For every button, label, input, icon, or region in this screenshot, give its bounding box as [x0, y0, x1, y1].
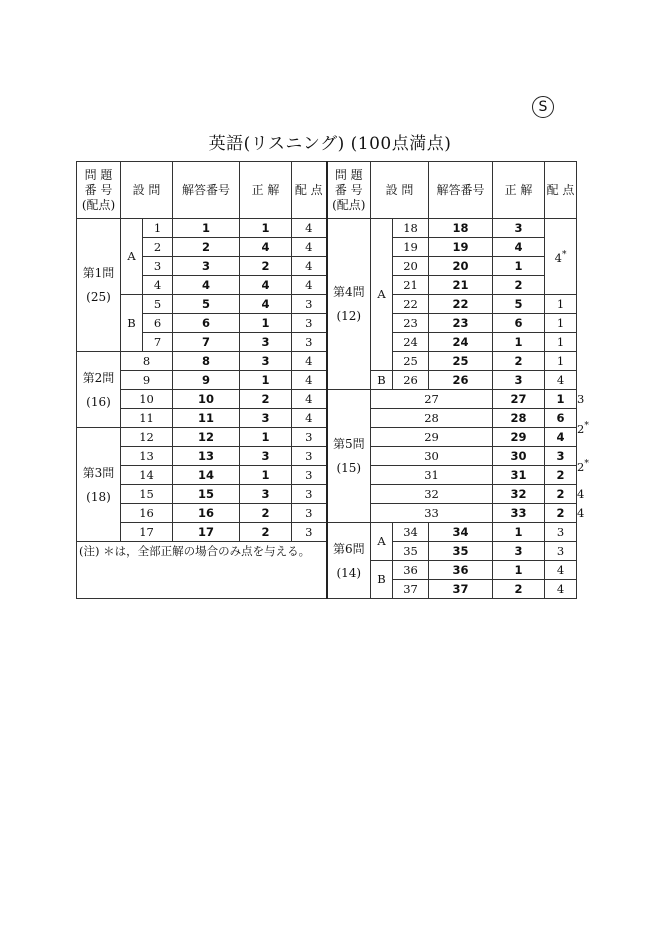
question-number: 8	[121, 352, 173, 371]
answer-number: 19	[429, 238, 493, 257]
answer-number: 24	[429, 333, 493, 352]
answer-number: 34	[429, 523, 493, 542]
question-number: 5	[143, 295, 173, 314]
correct-answer: 4	[493, 238, 545, 257]
question-number: 13	[121, 447, 173, 466]
question-number: 32	[371, 485, 493, 504]
answer-number: 30	[493, 447, 545, 466]
answer-number: 37	[429, 580, 493, 599]
answer-number: 35	[429, 542, 493, 561]
section-label: A	[371, 523, 393, 561]
question-number: 28	[371, 409, 493, 428]
correct-answer: 4	[545, 428, 577, 447]
section-label: B	[121, 295, 143, 352]
question-number: 15	[121, 485, 173, 504]
table-row: 15 15 3 3 32 32 2 4	[77, 485, 577, 504]
question-number: 17	[121, 523, 173, 542]
question-group-score: (25)	[86, 290, 111, 304]
question-number: 20	[393, 257, 429, 276]
header-points: 配 点	[545, 162, 577, 219]
points-value: 1	[545, 352, 577, 371]
correct-answer: 3	[240, 352, 292, 371]
question-number: 29	[371, 428, 493, 447]
question-number: 23	[393, 314, 429, 333]
question-number: 19	[393, 238, 429, 257]
answer-table-body	[77, 162, 589, 599]
question-group-name: 第5問	[332, 437, 365, 451]
points-value: 1	[545, 295, 577, 314]
table-row	[77, 523, 577, 542]
correct-answer: 1	[240, 219, 292, 238]
correct-answer: 1	[240, 371, 292, 390]
question-number: 22	[393, 295, 429, 314]
question-group-name: 第1問	[82, 266, 115, 280]
points-value: 1	[545, 314, 577, 333]
question-number: 11	[121, 409, 173, 428]
question-number: 6	[143, 314, 173, 333]
question-number: 14	[121, 466, 173, 485]
correct-answer: 2	[493, 580, 545, 599]
answer-number: 27	[493, 390, 545, 409]
question-group-cell	[327, 523, 371, 599]
answer-number: 28	[493, 409, 545, 428]
points-value: 3	[292, 295, 327, 314]
points-value: 3	[292, 523, 327, 542]
correct-answer: 5	[493, 295, 545, 314]
header-group-line: 番 号	[334, 182, 363, 197]
header-correct: 正 解	[240, 162, 292, 219]
answer-number: 26	[429, 371, 493, 390]
header-setsumon: 設 問	[371, 162, 429, 219]
question-group-cell	[327, 390, 371, 523]
correct-answer: 2	[545, 466, 577, 485]
points-value: 4	[545, 561, 577, 580]
correct-answer: 2	[545, 485, 577, 504]
question-number: 3	[143, 257, 173, 276]
correct-answer: 2	[493, 276, 545, 295]
correct-answer: 6	[545, 409, 577, 428]
page-title: 英語(リスニング) (100点満点)	[208, 134, 452, 154]
points-value: 4	[292, 409, 327, 428]
section-label: A	[371, 219, 393, 371]
section-label: A	[121, 219, 143, 295]
answer-number: 25	[429, 352, 493, 371]
question-number: 7	[143, 333, 173, 352]
answer-number: 1	[173, 219, 240, 238]
answer-number: 23	[429, 314, 493, 333]
correct-answer: 3	[493, 542, 545, 561]
section-label: B	[371, 371, 393, 390]
answer-number: 9	[173, 371, 240, 390]
answer-number: 3	[173, 257, 240, 276]
points-value: 3	[545, 542, 577, 561]
correct-answer: 3	[240, 333, 292, 352]
correct-answer: 2	[493, 352, 545, 371]
question-group-score: (12)	[336, 309, 362, 323]
question-group-score: (18)	[86, 489, 111, 504]
footnote: (注) ＊は，全部正解の場合のみ点を与える。	[77, 542, 327, 599]
section-label: B	[371, 561, 393, 599]
answer-number: 36	[429, 561, 493, 580]
question-number: 1	[143, 219, 173, 238]
correct-answer: 1	[240, 428, 292, 447]
question-group-name: 第3問	[82, 465, 115, 480]
correct-answer: 3	[545, 447, 577, 466]
answer-number: 14	[173, 466, 240, 485]
header-group	[327, 162, 371, 219]
table-row	[77, 219, 577, 238]
header-answer-no: 解答番号	[429, 162, 493, 219]
correct-answer: 4	[240, 276, 292, 295]
answer-number: 6	[173, 314, 240, 333]
table-row: 16 16 2 3 33 33 2 4	[77, 504, 577, 523]
question-number: 2	[143, 238, 173, 257]
correct-answer: 2	[545, 504, 577, 523]
points-value: 4	[292, 238, 327, 257]
header-answer-no: 解答番号	[173, 162, 240, 219]
header-group-line: (配点)	[332, 197, 366, 212]
answer-number: 32	[493, 485, 545, 504]
question-group-score: (15)	[336, 461, 362, 475]
correct-answer: 1	[493, 257, 545, 276]
header-group-line: 問 題	[84, 167, 113, 182]
answer-number: 2	[173, 238, 240, 257]
correct-answer: 3	[493, 371, 545, 390]
answer-number: 11	[173, 409, 240, 428]
correct-answer: 1	[493, 523, 545, 542]
header-group-line: (配点)	[81, 197, 116, 212]
question-number: 25	[393, 352, 429, 371]
question-group-score: (14)	[336, 565, 362, 580]
question-number: 9	[121, 371, 173, 390]
correct-answer: 3	[493, 219, 545, 238]
points-value: 3	[292, 466, 327, 485]
points-value: 3	[292, 447, 327, 466]
points-value: 4	[292, 276, 327, 295]
answer-number: 18	[429, 219, 493, 238]
header-setsumon: 設 問	[121, 162, 173, 219]
answer-number: 20	[429, 257, 493, 276]
points-value: 3	[292, 485, 327, 504]
correct-answer: 1	[240, 314, 292, 333]
header-group	[77, 162, 121, 219]
question-number: 33	[371, 504, 493, 523]
header-correct: 正 解	[493, 162, 545, 219]
question-group-cell	[77, 219, 121, 352]
answer-number: 10	[173, 390, 240, 409]
question-group-cell	[77, 428, 121, 542]
question-number: 36	[393, 561, 429, 580]
answer-number: 7	[173, 333, 240, 352]
correct-answer: 2	[240, 390, 292, 409]
question-group-name: 第6問	[332, 541, 365, 556]
points-value: 3	[292, 428, 327, 447]
answer-number: 22	[429, 295, 493, 314]
question-number: 26	[393, 371, 429, 390]
s-circle-mark: S	[532, 96, 554, 118]
points-value: 4	[545, 371, 577, 390]
header-group-line: 問 題	[334, 167, 363, 182]
correct-answer: 4	[240, 238, 292, 257]
answer-number: 29	[493, 428, 545, 447]
question-group-name: 第4問	[332, 285, 365, 299]
question-group-score: (16)	[86, 394, 111, 409]
question-number: 35	[393, 542, 429, 561]
points-value: 4	[292, 371, 327, 390]
answer-number: 13	[173, 447, 240, 466]
question-number: 37	[393, 580, 429, 599]
correct-answer: 4	[240, 295, 292, 314]
points-value: 3	[292, 504, 327, 523]
answer-number: 31	[493, 466, 545, 485]
points-value: 3	[292, 314, 327, 333]
correct-answer: 1	[493, 333, 545, 352]
points-value: 4	[545, 580, 577, 599]
correct-answer: 3	[240, 409, 292, 428]
correct-answer: 3	[240, 447, 292, 466]
answer-number: 21	[429, 276, 493, 295]
correct-answer: 1	[240, 466, 292, 485]
answer-number: 8	[173, 352, 240, 371]
question-number: 12	[121, 428, 173, 447]
question-number: 10	[121, 390, 173, 409]
points-value: 3	[545, 523, 577, 542]
correct-answer: 1	[493, 561, 545, 580]
answer-number: 16	[173, 504, 240, 523]
correct-answer: 2	[240, 257, 292, 276]
table-row: 10 10 2 4 第5問 (15) 27 27 1 3	[77, 390, 577, 409]
question-number: 21	[393, 276, 429, 295]
question-number: 30	[371, 447, 493, 466]
answer-number: 12	[173, 428, 240, 447]
correct-answer: 1	[545, 390, 577, 409]
correct-answer: 2	[240, 504, 292, 523]
question-number: 34	[393, 523, 429, 542]
points-value: 4	[292, 257, 327, 276]
header-group-line: 番 号	[84, 182, 113, 197]
table-row: 11 11 3 4 28 28 6 2*	[77, 409, 577, 428]
question-number: 24	[393, 333, 429, 352]
question-number: 18	[393, 219, 429, 238]
points-value: 4	[292, 352, 327, 371]
answer-table	[76, 161, 589, 599]
points-value: 1	[545, 333, 577, 352]
points-value: 3	[292, 333, 327, 352]
question-number: 4	[143, 276, 173, 295]
header-points: 配 点	[292, 162, 327, 219]
question-number: 27	[371, 390, 493, 409]
answer-number: 15	[173, 485, 240, 504]
question-group-name: 第2問	[82, 370, 115, 385]
points-value: 4*	[545, 219, 577, 295]
answer-number: 33	[493, 504, 545, 523]
answer-number: 17	[173, 523, 240, 542]
question-number: 16	[121, 504, 173, 523]
answer-number: 5	[173, 295, 240, 314]
correct-answer: 2	[240, 523, 292, 542]
question-group-cell	[77, 352, 121, 428]
points-value: 4	[292, 390, 327, 409]
correct-answer: 3	[240, 485, 292, 504]
points-value: 4	[292, 219, 327, 238]
table-row: 13 13 3 3 30 30 3 2*	[77, 447, 577, 466]
answer-number: 4	[173, 276, 240, 295]
question-group-cell	[327, 219, 371, 390]
question-number: 31	[371, 466, 493, 485]
correct-answer: 6	[493, 314, 545, 333]
